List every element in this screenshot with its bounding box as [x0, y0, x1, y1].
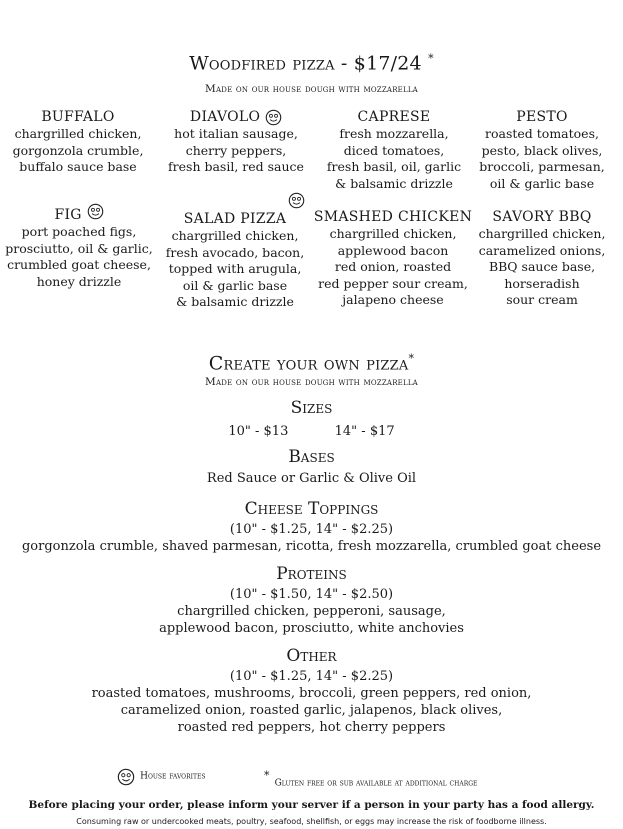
smiley-face-icon	[117, 768, 135, 786]
pizza-name	[160, 108, 312, 126]
smiley-face-icon	[265, 109, 282, 126]
pizza-desc-line: fresh mozzarella,	[339, 126, 449, 141]
bases-line: Red Sauce or Garlic & Olive Oil	[206, 471, 417, 486]
pizza-name: SAVORY BBQ	[492, 209, 592, 225]
pizza-fig	[0, 206, 158, 290]
pizza-desc-line: horseradish	[504, 275, 580, 291]
pizza-desc-line: fresh basil, oil, garlic	[326, 159, 462, 174]
menu-title-text: Woodfired pizza - $17/24	[189, 52, 422, 75]
cheese-price: (10" - $1.25, 14" - $2.25)	[229, 522, 394, 537]
pizza-desc-line: pesto, black olives,	[481, 142, 603, 158]
pizza-desc-line: & balsamic drizzle	[176, 294, 294, 309]
other-line: roasted tomatoes, mushrooms, broccoli, green peppers, red onion,	[91, 686, 532, 701]
sizes-heading: Sizes	[290, 398, 333, 418]
legend-gluten-text: Gluten free or sub available at additional charge	[274, 778, 478, 789]
pizza-desc-line: fresh avocado, bacon,	[165, 244, 305, 260]
proteins-line: applewood bacon, prosciutto, white anchovies	[159, 621, 464, 636]
size-10-price: 10" - $13	[228, 424, 289, 439]
pizza-desc-line: honey drizzle	[36, 273, 122, 289]
pizza-desc-line: oil & garlic base	[489, 175, 595, 191]
pizza-desc-line: buffalo sauce base	[19, 159, 137, 174]
legend-favorites-text: House favorites	[140, 771, 206, 782]
allergy-notice: Before placing your order, please inform your server if a person in your party has a food allergy.	[28, 799, 595, 811]
proteins-heading: Proteins	[276, 564, 347, 584]
other-line: caramelized onion, roasted garlic, jalapenos, black olives,	[120, 703, 503, 718]
pizza-salad	[160, 210, 310, 311]
pizza-desc-line: diced tomatoes,	[343, 142, 445, 158]
smiley-face-icon	[87, 203, 104, 220]
pizza-desc-line: roasted tomatoes,	[485, 126, 599, 141]
menu-subtitle: Made on our house dough with mozzarella	[205, 83, 418, 95]
pizza-smashed-chicken	[310, 208, 476, 309]
bases-heading: Bases	[288, 447, 335, 467]
pizza-name: PESTO	[516, 109, 568, 125]
pizza-pesto	[472, 108, 612, 192]
size-14-price: 14" - $17	[334, 424, 395, 439]
pizza-name: CAPRESE	[357, 109, 431, 125]
pizza-desc-line: applewood bacon	[337, 242, 449, 258]
other-heading: Other	[286, 646, 337, 666]
gluten-asterisk: *	[264, 769, 270, 782]
pizza-desc-line: hot italian sausage,	[174, 126, 298, 141]
legend-gluten	[264, 769, 477, 789]
pizza-desc-line: red onion, roasted	[334, 259, 452, 274]
other-line: roasted red peppers, hot cherry peppers	[177, 720, 446, 735]
food-safety-disclaimer: Consuming raw or undercooked meats, poultry, seafood, shellfish, or eggs may increase the risk of foodborne illness.	[76, 817, 547, 826]
gluten-asterisk: *	[408, 352, 415, 365]
gluten-asterisk: *	[428, 52, 434, 65]
pizza-caprese	[314, 108, 474, 192]
smiley-face-icon	[288, 192, 305, 209]
pizza-savory-bbq	[472, 208, 612, 309]
pizza-desc-line: red pepper sour cream,	[318, 275, 468, 291]
sizes-row	[0, 423, 623, 440]
proteins-price: (10" - $1.50, 14" - $2.50)	[229, 587, 394, 602]
pizza-desc-line: sour cream	[506, 292, 578, 307]
pizza-name: BUFFALO	[41, 109, 115, 125]
pizza-desc-line: caramelized onions,	[478, 242, 606, 258]
pizza-desc-line: chargrilled chicken,	[329, 226, 457, 241]
pizza-desc-line: topped with arugula,	[168, 261, 302, 276]
cheese-heading: Cheese Toppings	[244, 499, 379, 519]
pizza-desc-line: broccoli, parmesan,	[479, 159, 605, 174]
pizza-name	[0, 206, 158, 224]
pizza-desc-line: chargrilled chicken,	[171, 228, 299, 243]
pizza-desc-line: jalapeno cheese	[342, 292, 444, 307]
pizza-desc-line: chargrilled chicken,	[14, 126, 142, 141]
pizza-desc-line: prosciutto, oil & garlic,	[5, 240, 153, 256]
pizza-desc-line: BBQ sauce base,	[488, 259, 596, 274]
pizza-desc-line: port poached figs,	[21, 224, 137, 239]
pizza-desc-line: chargrilled chicken,	[478, 226, 606, 241]
legend-favorites	[117, 766, 205, 786]
cheese-line: gorgonzola crumble, shaved parmesan, ricotta, fresh mozzarella, crumbled goat cheese	[21, 539, 602, 554]
pizza-desc-line: oil & garlic base	[182, 277, 288, 293]
menu-title	[0, 52, 623, 74]
pizza-name-text: FIG	[54, 207, 82, 223]
create-title	[0, 352, 623, 374]
pizza-name: SALAD PIZZA	[183, 211, 287, 227]
pizza-buffalo	[0, 108, 156, 176]
pizza-desc-line: gorgonzola crumble,	[12, 142, 144, 158]
pizza-desc-line: cherry peppers,	[185, 142, 287, 158]
proteins-line: chargrilled chicken, pepperoni, sausage,	[177, 604, 446, 619]
pizza-name-text: DIAVOLO	[189, 109, 261, 125]
other-price: (10" - $1.25, 14" - $2.25)	[229, 669, 394, 684]
pizza-desc-line: crumbled goat cheese,	[7, 257, 151, 272]
pizza-desc-line: & balsamic drizzle	[335, 175, 453, 191]
pizza-diavolo	[160, 108, 312, 176]
create-title-text: Create your own pizza	[208, 352, 409, 375]
create-subtitle: Made on our house dough with mozzarella	[205, 376, 418, 388]
pizza-desc-line: fresh basil, red sauce	[168, 159, 304, 174]
pizza-name: SMASHED CHICKEN	[313, 209, 473, 225]
